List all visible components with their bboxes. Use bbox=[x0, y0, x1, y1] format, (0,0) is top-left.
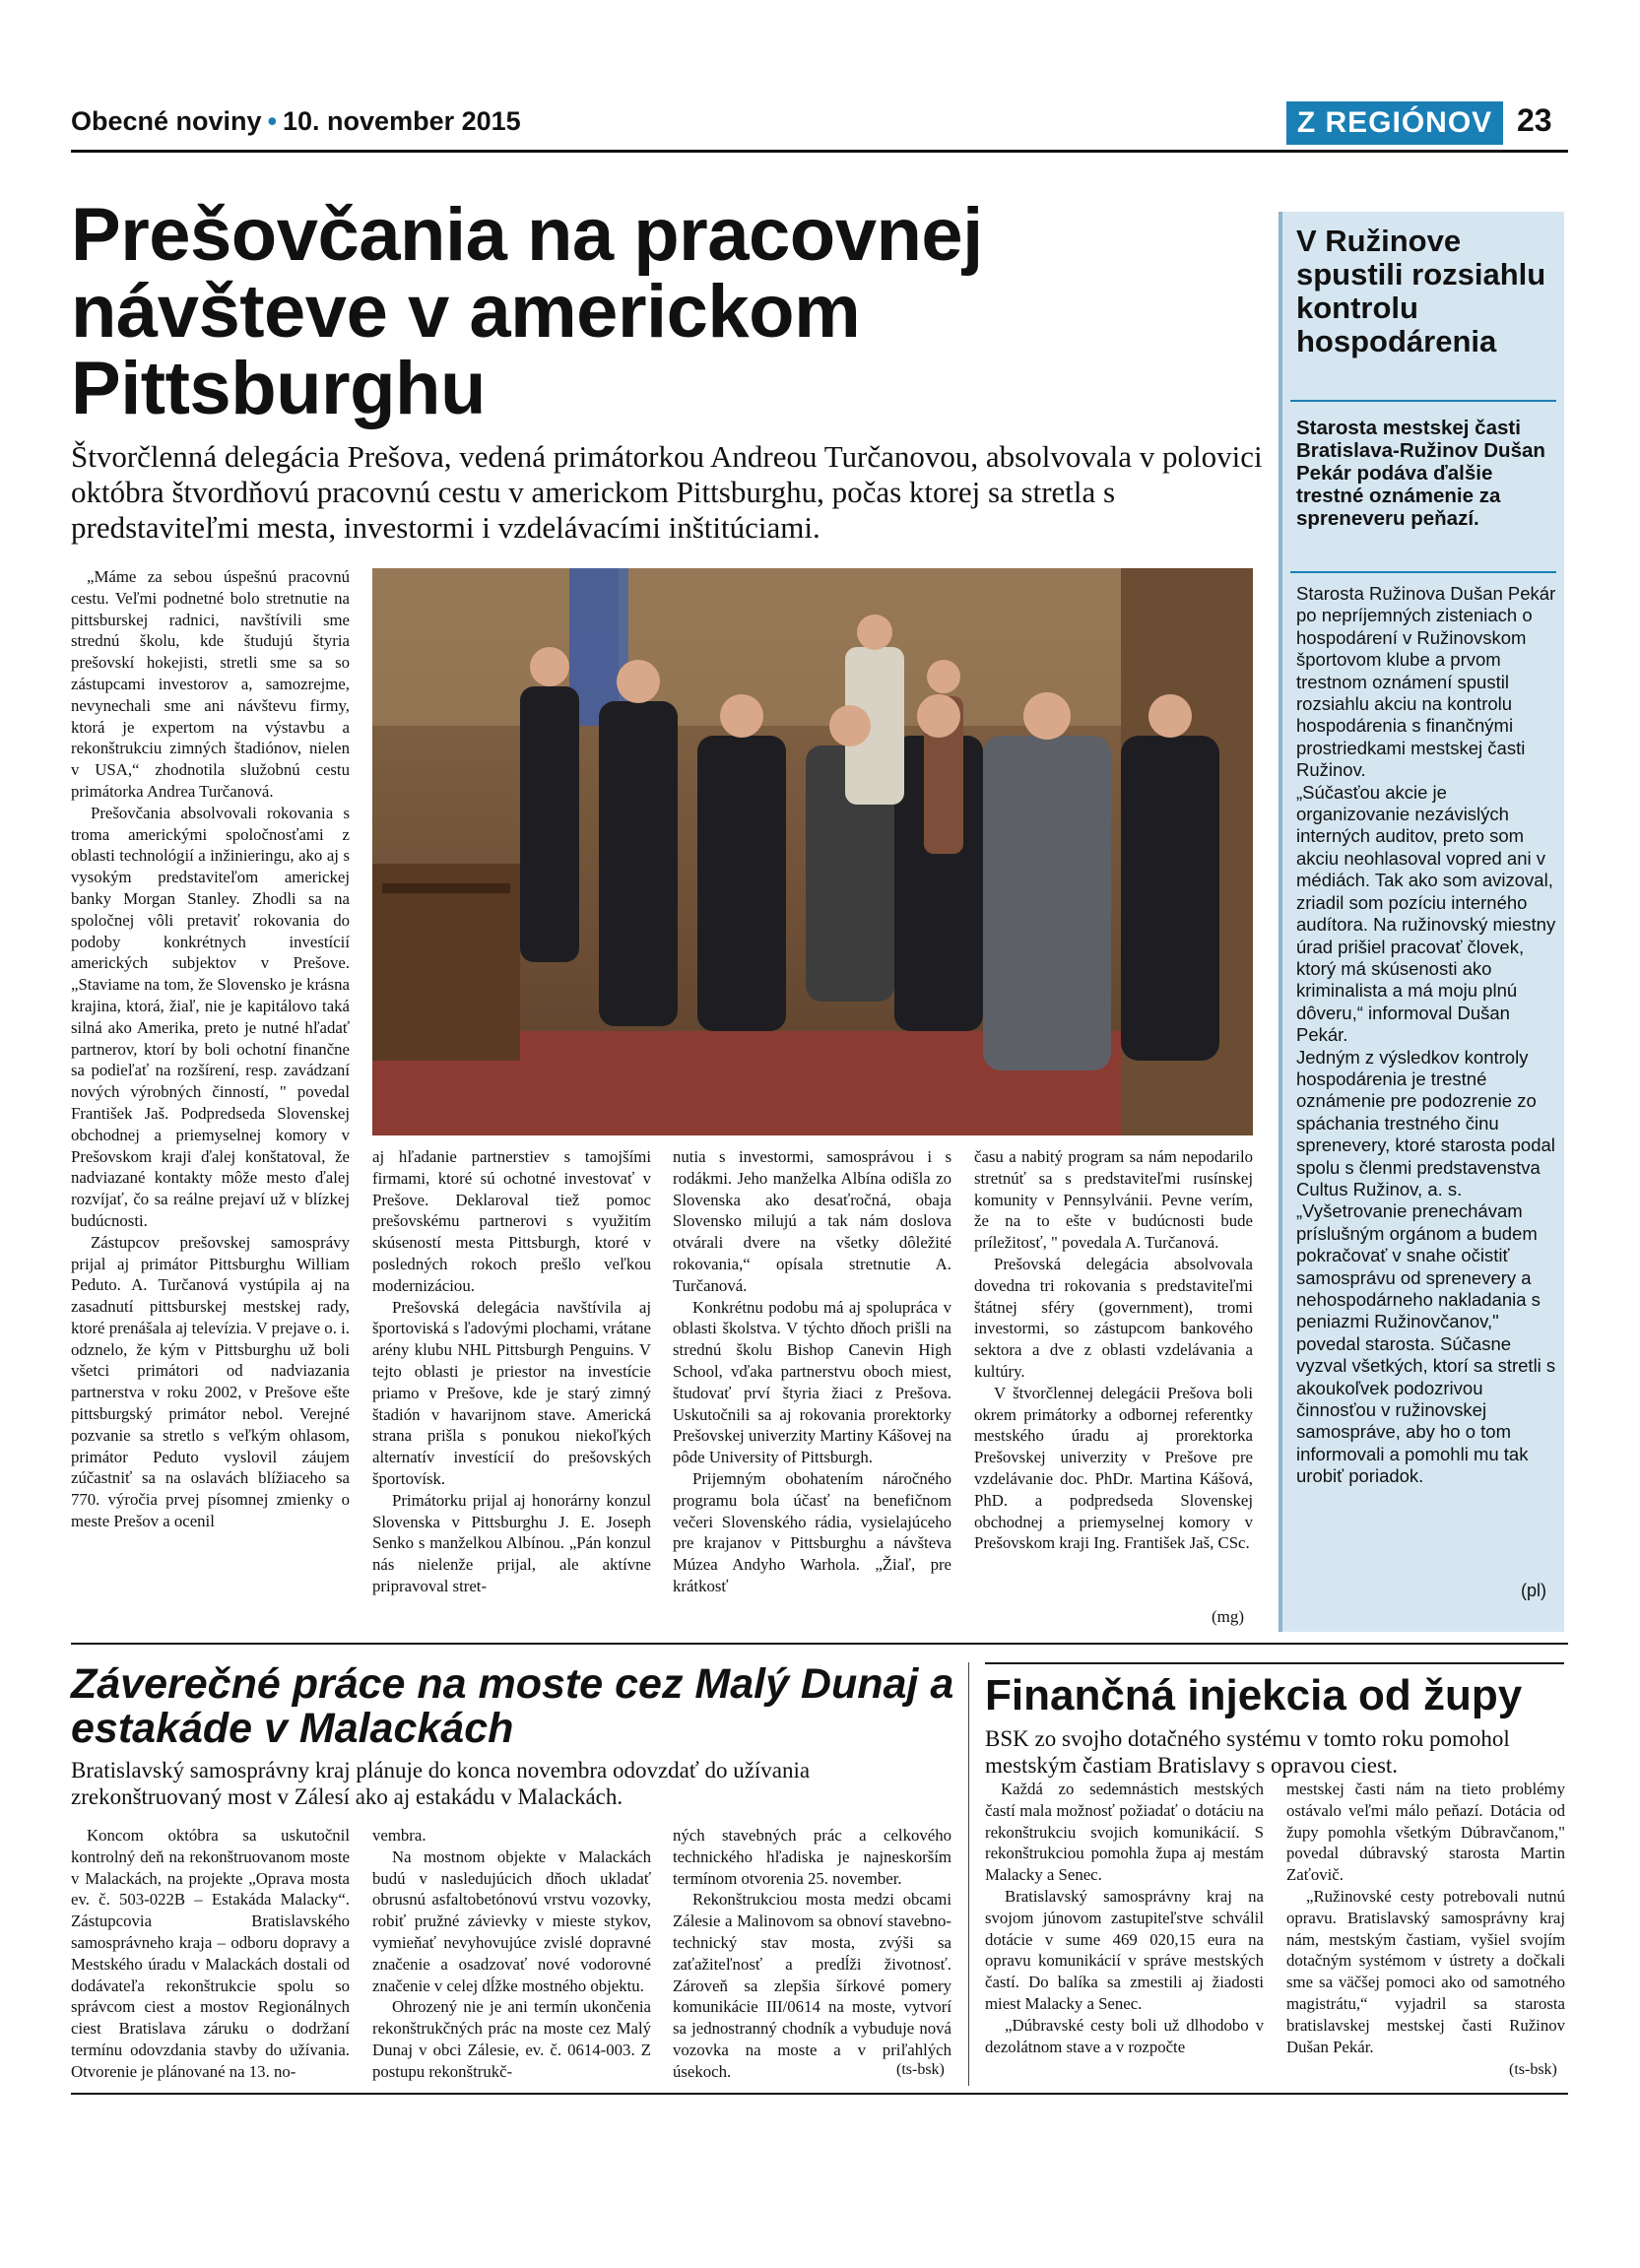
middle-rule bbox=[71, 1643, 1568, 1645]
separator-dot: • bbox=[267, 106, 278, 136]
finance-top-rule bbox=[985, 1662, 1564, 1664]
paragraph: Primátorku prijal aj honorárny konzul Slovenska v Pittsburghu J. E. Joseph Senko s manželkou Albínou. „Pán konzul nás nielenže prijal, ale aktívne pripravoval stret- bbox=[372, 1490, 651, 1595]
paragraph: Koncom októbra sa uskutočnil kontrolný deň na rekonštruovanom moste v Malackách, na projekte „Oprava mosta ev. č. 503-022B – Estakáda Malacky“. Zástupcovia Bratislavského samosprávneho kraja – odboru dopravy a Mestského úradu v Malackách dostali od dodávateľa rekonštrukcie spolu so správcom ciest a mostov Regionálnych ciest Bratislava záruku o dodržaní termínu odovzdania stavby do užívania. Otvorenie je plánované na 13. no- bbox=[71, 1826, 350, 2081]
sidebar-headline: V Ružinove spustili rozsiahlu kontrolu hospodárenia bbox=[1296, 224, 1546, 358]
paragraph: aj hľadanie partnerstiev s tamojšími firmami, ktoré sú ochotné investovať v Prešove. Deklaroval tiež pomoc prešovskému partnerovi s využitím skúseností mesta Pittsburgh, ktoré v posledných rokoch prešlo veľkou modernizáciou. bbox=[372, 1147, 651, 1295]
paragraph: Jedným z výsledkov kontroly hospodárenia je trestné oznámenie pre podozrenie zo spáchania trestného činu sprenevery, ktoré starosta podal spolu s členmi predstavenstva Cultus Ružinov, a. s. „Vyšetrovanie prenechávam príslušným orgánom a budem pokračovať v snahe očistiť samosprávu od sprenevery a nehospodárneho nakladania s peniazmi Ružinovčanov," povedal starosta. Súčasne vyzval všetkých, ktorí sa stretli s akoukoľvek podozrivou činnosťou v ružinovskej samospráve, aby ho o tom informovali a pomohli mu tak urobiť poriadok. bbox=[1296, 1046, 1556, 1487]
paragraph: Prešovská delegácia absolvovala dovedna tri rokovania s predstaviteľmi štátnej sféry (government), tromi investormi, so zástupcom bankového sektora a dve z oblasti vzdelávania a kultúry. bbox=[974, 1254, 1253, 1381]
main-headline: Prešovčania na pracovnej návšteve v americkom Pittsburghu bbox=[71, 193, 983, 430]
paragraph: Na mostnom objekte v Malackách budú v nasledujúcich dňoch ukladať obrusnú asfaltobetónovú vrstvu vozovky, robiť pružné závievky v mieste stykov, vymieňať nevyhovujúce zvislé dopravné značenie a osadzovať nové vodorovné značenie v celej dĺžke mostného objektu. bbox=[372, 1847, 651, 1995]
main-column-2 bbox=[372, 1146, 651, 1629]
paragraph: Zástupcov prešovskej samosprávy prijal aj primátor Pittsburghu William Peduto. A. Turčanová vystúpila aj na zasadnutí pittsburskej mestskej rady, ktoré prenášala aj televízia. V prejave o. i. odznelo, že kým v Pittsburghu už boli všetci primátori od nadviazania partnerstva v roku 2002, v Prešove ešte pittsburgský primátor nebol. Verejné pozvanie sa stretlo s veľkým ohlasom, primátor Peduto vyslovil záujem zúčastniť sa na oslavách blížiaceho sa 770. výročia prvej písomnej zmienky o meste Prešov a ocenil bbox=[71, 1232, 350, 1531]
author-signature: (mg) bbox=[1212, 1607, 1245, 1626]
bridge-column-1 bbox=[71, 1825, 350, 2081]
main-lead: Štvorčlenná delegácia Prešova, vedená primátorkou Andreou Turčanovou, absolvovala v polovici októbra štvordňovú pracovnú cestu v americkom Pittsburghu, počas ktorej sa stretla s predstaviteľmi mesta, investormi i vzdelávacími inštitúciami. bbox=[71, 439, 1263, 545]
paragraph: vembra. bbox=[372, 1826, 426, 1845]
paragraph: nutia s investormi, samosprávou i s rodákmi. Jeho manželka Albína odišla zo Slovenska ako desaťročná, obaja Slovensko milujú a tak nám doslova otvárali dvere na všetky dôležité rokovania,“ opísala stretnutie A. Turčanová. bbox=[673, 1147, 951, 1295]
finance-headline: Finančná injekcia od župy bbox=[985, 1671, 1523, 1719]
paragraph: Prešovská delegácia navštívila aj športoviská s ľadovými plochami, vrátane arény klubu NHL Pittsburgh Penguins. V tejto oblasti je priestor na investície priamo v Prešove, kde je starý zimný štadión v havarijnom stave. Americká strana prišla s ponukou niekoľkých alternatív investícií do prešovských športovísk. bbox=[372, 1297, 651, 1488]
sidebar-accent-bar bbox=[1279, 212, 1282, 1632]
main-column-1 bbox=[71, 566, 350, 1630]
paragraph: Rekonštrukciou mosta medzi obcami Zálesie a Malinovom sa obnoví stavebno-technický stav mosta, zvýši sa zaťažiteľnosť a predĺži životnosť. Zároveň sa zlepšia šírkové pomery komunikácie III/0614 na moste, vytvorí sa jednostranný chodník a vybuduje nová vozovka na moste a v priľahlých úsekoch. bbox=[673, 1890, 951, 2081]
page-number: 23 bbox=[1517, 102, 1552, 138]
finance-lead: BSK zo svojho dotačného systému v tomto roku pomohol mestským častiam Bratislavy s opravou ciest. bbox=[985, 1726, 1510, 1778]
finance-column-1 bbox=[985, 1779, 1264, 2084]
bridge-lead: Bratislavský samosprávny kraj plánuje do konca novembra odovzdať do užívania zrekonštruovaný most v Zálesí ako aj estakádu v Malackách. bbox=[71, 1758, 811, 1809]
section-label: Z REGIÓNOV bbox=[1286, 101, 1503, 145]
top-rule bbox=[71, 150, 1568, 153]
main-column-3 bbox=[673, 1146, 951, 1629]
paragraph: „Súčasťou akcie je organizovanie nezávislých interných auditov, preto som akciu neohlasoval vopred ani v médiách. Tak ako som avizoval, zriadil som pozíciu interného audítora. Na ružinovský miestny úrad prišiel pracovať človek, ktorý má skúsenosti ako kriminalista a má moju plnú dôveru,“ informoval Dušan Pekár. bbox=[1296, 781, 1556, 1046]
paper-name: Obecné noviny bbox=[71, 106, 262, 136]
paragraph: Konkrétnu podobu má aj spolupráca v oblasti školstva. V týchto dňoch prišli na strednú školu Bishop Canevin High School, vďaka partnerstvu oboch miest, študovať prví štyria žiaci z Prešova. Uskutočnili sa aj rokovania prorektorky Prešovskej univerzity Martiny Kášovej na pôde University of Pittsburgh. bbox=[673, 1297, 951, 1467]
finance-signature: (ts-bsk) bbox=[1509, 2061, 1557, 2078]
bridge-column-2 bbox=[372, 1825, 651, 2081]
column-divider bbox=[968, 1662, 969, 2086]
paragraph: mestskej časti nám na tieto problémy ostávalo veľmi málo peňazí. Dotácia od župy pomohla všetkým Dúbravčanom," povedal dúbravský starosta Martin Zaťovič. bbox=[1286, 1780, 1565, 1885]
group-photo-illustration bbox=[372, 568, 1253, 1135]
sidebar-signature: (pl) bbox=[1521, 1581, 1546, 1600]
sidebar-rule bbox=[1290, 400, 1556, 402]
paragraph: „Dúbravské cesty boli už dlhodobo v dezolátnom stave a v rozpočte bbox=[985, 2015, 1264, 2056]
bridge-signature: (ts-bsk) bbox=[896, 2061, 945, 2078]
paragraph: Každá zo sedemnástich mestských častí mala možnosť požiadať o dotáciu na rekonštrukciu svojich komunikácií. S rekonštrukciou pomohla župa aj mestám Malacky a Senec. bbox=[985, 1780, 1264, 1885]
paragraph: „Ružinovské cesty potrebovali nutnú opravu. Bratislavský samosprávny kraj nám, mestským častiam, vyšiel svojím dotačným systémom v ústrety a dočkali sme sa väčšej pomoci ako od samotného magistrátu,“ vyjadril sa starosta bratislavskej mestskej časti Ružinov Dušan Pekár. bbox=[1286, 1886, 1565, 2056]
bridge-headline: Záverečné práce na moste cez Malý Dunaj a estakáde v Malackách bbox=[71, 1660, 954, 1752]
bridge-column-3 bbox=[673, 1825, 951, 2081]
finance-column-2 bbox=[1286, 1779, 1565, 2084]
sidebar-rule bbox=[1290, 571, 1556, 573]
paragraph: V štvorčlennej delegácii Prešova boli okrem primátorky a odbornej referentky mestského úradu aj prorektorka Prešovskej univerzity v Prešove pre vzdelávanie doc. PhDr. Martina Kášová, PhD. a podpredseda Slovenskej obchodnej a priemyselnej komory v Prešovskom kraji Ing. František Jaš, CSc. bbox=[974, 1383, 1253, 1553]
paragraph: času a nabitý program sa nám nepodarilo stretnúť sa s predstaviteľmi rusínskej komunity v Pennsylvánii. Pevne verím, že na to ešte v budúcnosti bude príležitosť, " povedala A. Turčanová. bbox=[974, 1147, 1253, 1253]
bottom-rule bbox=[71, 2093, 1568, 2095]
paragraph: „Máme za sebou úspešnú pracovnú cestu. Veľmi podnetné bolo stretnutie na pittsburskej radnici, navštívili sme strednú školu, kde študujú štyria prešovskí hokejisti, stretli sme sa so zástupcami investorov a, samozrejme, nevynechali sme ani návštevu firmy, ktorá je expertom na výstavbu a rekonštrukciu zimných štadiónov, nielen v USA,“ zhodnotila služobnú cestu primátorka Andrea Turčanová. bbox=[71, 567, 350, 801]
paragraph: Starosta Ružinova Dušan Pekár po nepríjemných zisteniach o hospodárení v Ružinovskom športovom klube a prvom trestnom oznámení spustil rozsiahlu akciu na kontrolu hospodárenia s finančnými prostriedkami mestskej časti Ružinov. bbox=[1296, 583, 1556, 781]
paragraph: Prijemným obohatením náročného programu bola účasť na benefičnom večeri Slovenského rádia, vysielajúceho pre krajanov v Pittsburghu a návšteva Múzea Andyho Warhola. „Žiaľ, pre krátkosť bbox=[673, 1468, 951, 1595]
paragraph: Prešovčania absolvovali rokovania s troma americkými spoločnosťami z oblasti technológií a inžinieringu, ako aj s vysokým predstaviteľom americkej banky Morgan Stanley. Zhodli sa na spoločnej vôli pretaviť rokovania do podoby konkrétnych investícií amerických subjektov v Prešove. „Staviame na tom, že Slovensko je krásna krajina, ktorá, žiaľ, nie je kapitálovo taká silná ako Amerika, preto je nutné hľadať partnerov, ktorí by boli ochotní finančne sa podieľať na rozšírení, resp. zavádzaní nových výrobných činností, " povedal František Jaš. Podpredseda Slovenskej obchodnej a priemyselnej komory v Prešovskom kraji ďalej konštatoval, že nadviazané kontakty môže mesto ďalej rozvíjať, čo sa reálne prejaví už v blízkej budúcnosti. bbox=[71, 803, 350, 1230]
main-column-4 bbox=[974, 1146, 1253, 1614]
sidebar-lead: Starosta mestskej časti Bratislava-Ružinov Dušan Pekár podáva ďalšie trestné oznámenie za spreneveru peňazí. bbox=[1296, 417, 1545, 530]
paragraph: Bratislavský samosprávny kraj na svojom júnovom zastupiteľstve schválil dotácie v sume 469 020,15 eura na opravu komunikácií v správe mestských častí. Do balíka sa zmestili aj žiadosti miest Malacky a Senec. bbox=[985, 1886, 1264, 2013]
sidebar-body bbox=[1296, 583, 1557, 1488]
issue-date: 10. november 2015 bbox=[283, 106, 521, 136]
delegation-photo bbox=[372, 568, 1253, 1135]
paragraph: ných stavebných prác a celkového technického hľadiska je najneskorším termínom otvorenia 25. november. bbox=[673, 1826, 951, 1888]
paragraph: Ohrozený nie je ani termín ukončenia rekonštrukčných prác na moste cez Malý Dunaj v obci Zálesie, ev. č. 0614-003. Z postupu rekonštrukč- bbox=[372, 1997, 651, 2081]
masthead bbox=[71, 106, 521, 137]
